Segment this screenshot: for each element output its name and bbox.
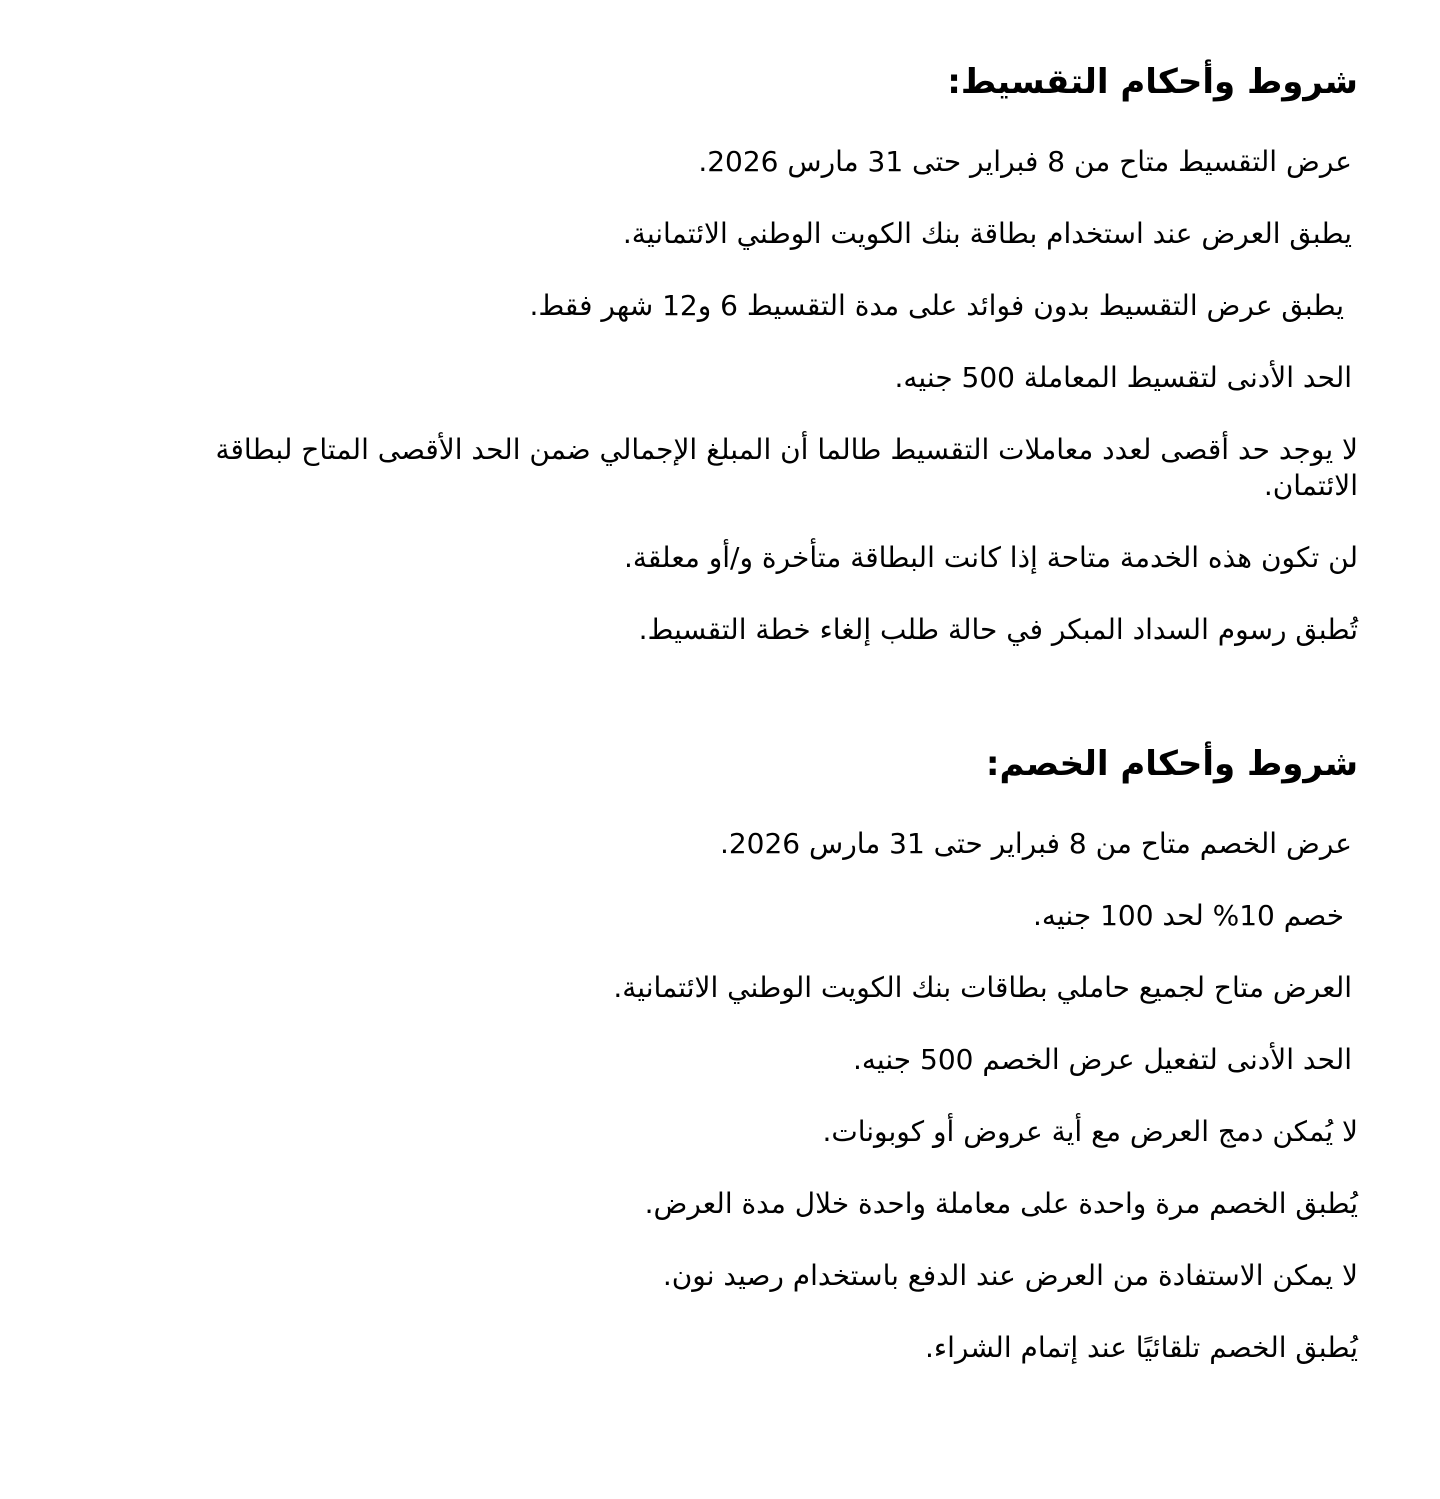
- installment-term-item: لن تكون هذه الخدمة متاحة إذا كانت البطاقة متأخرة و/أو معلقة.: [623, 541, 1358, 574]
- installment-terms-list: [158, 144, 1358, 648]
- discount-term-item: العرض متاح لجميع حاملي بطاقات بنك الكويت الوطني الائتمانية.: [613, 971, 1352, 1004]
- installment-term-item: يطبق العرض عند استخدام بطاقة بنك الكويت الوطني الائتمانية.: [622, 217, 1352, 250]
- installment-term-item: تُطبق رسوم السداد المبكر في حالة طلب إلغاء خطة التقسيط.: [638, 613, 1358, 646]
- discount-term-item: لا يُمكن دمج العرض مع أية عروض أو كوبونات.: [822, 1115, 1358, 1148]
- discount-term-item: الحد الأدنى لتفعيل عرض الخصم 500 جنيه.: [852, 1043, 1352, 1076]
- discount-terms-heading: شروط وأحكام الخصم:: [985, 744, 1358, 784]
- installment-term-item: يطبق عرض التقسيط بدون فوائد على مدة التقسيط 6 و12 شهر فقط.: [529, 289, 1344, 322]
- installment-term-item: لا يوجد حد أقصى لعدد معاملات التقسيط طالما أن المبلغ الإجمالي ضمن الحد الأقصى المتاح لبطاقة الائتمان.: [215, 433, 1358, 502]
- discount-term-item: عرض الخصم متاح من 8 فبراير حتى 31 مارس 2026.: [719, 827, 1352, 860]
- discount-terms-section: [158, 738, 1358, 1402]
- discount-term-item: لا يمكن الاستفادة من العرض عند الدفع باستخدام رصيد نون.: [662, 1259, 1358, 1292]
- discount-terms-list: [158, 826, 1358, 1366]
- installment-terms-heading: شروط وأحكام التقسيط:: [947, 62, 1358, 102]
- installment-terms-section: [158, 56, 1358, 684]
- installment-term-item: عرض التقسيط متاح من 8 فبراير حتى 31 مارس 2026.: [698, 145, 1352, 178]
- installment-term-item: الحد الأدنى لتقسيط المعاملة 500 جنيه.: [894, 361, 1352, 394]
- discount-term-item: يُطبق الخصم مرة واحدة على معاملة واحدة خلال مدة العرض.: [644, 1187, 1358, 1220]
- discount-term-item: خصم 10% لحد 100 جنيه.: [1033, 899, 1344, 932]
- discount-term-item: يُطبق الخصم تلقائيًا عند إتمام الشراء.: [925, 1331, 1358, 1364]
